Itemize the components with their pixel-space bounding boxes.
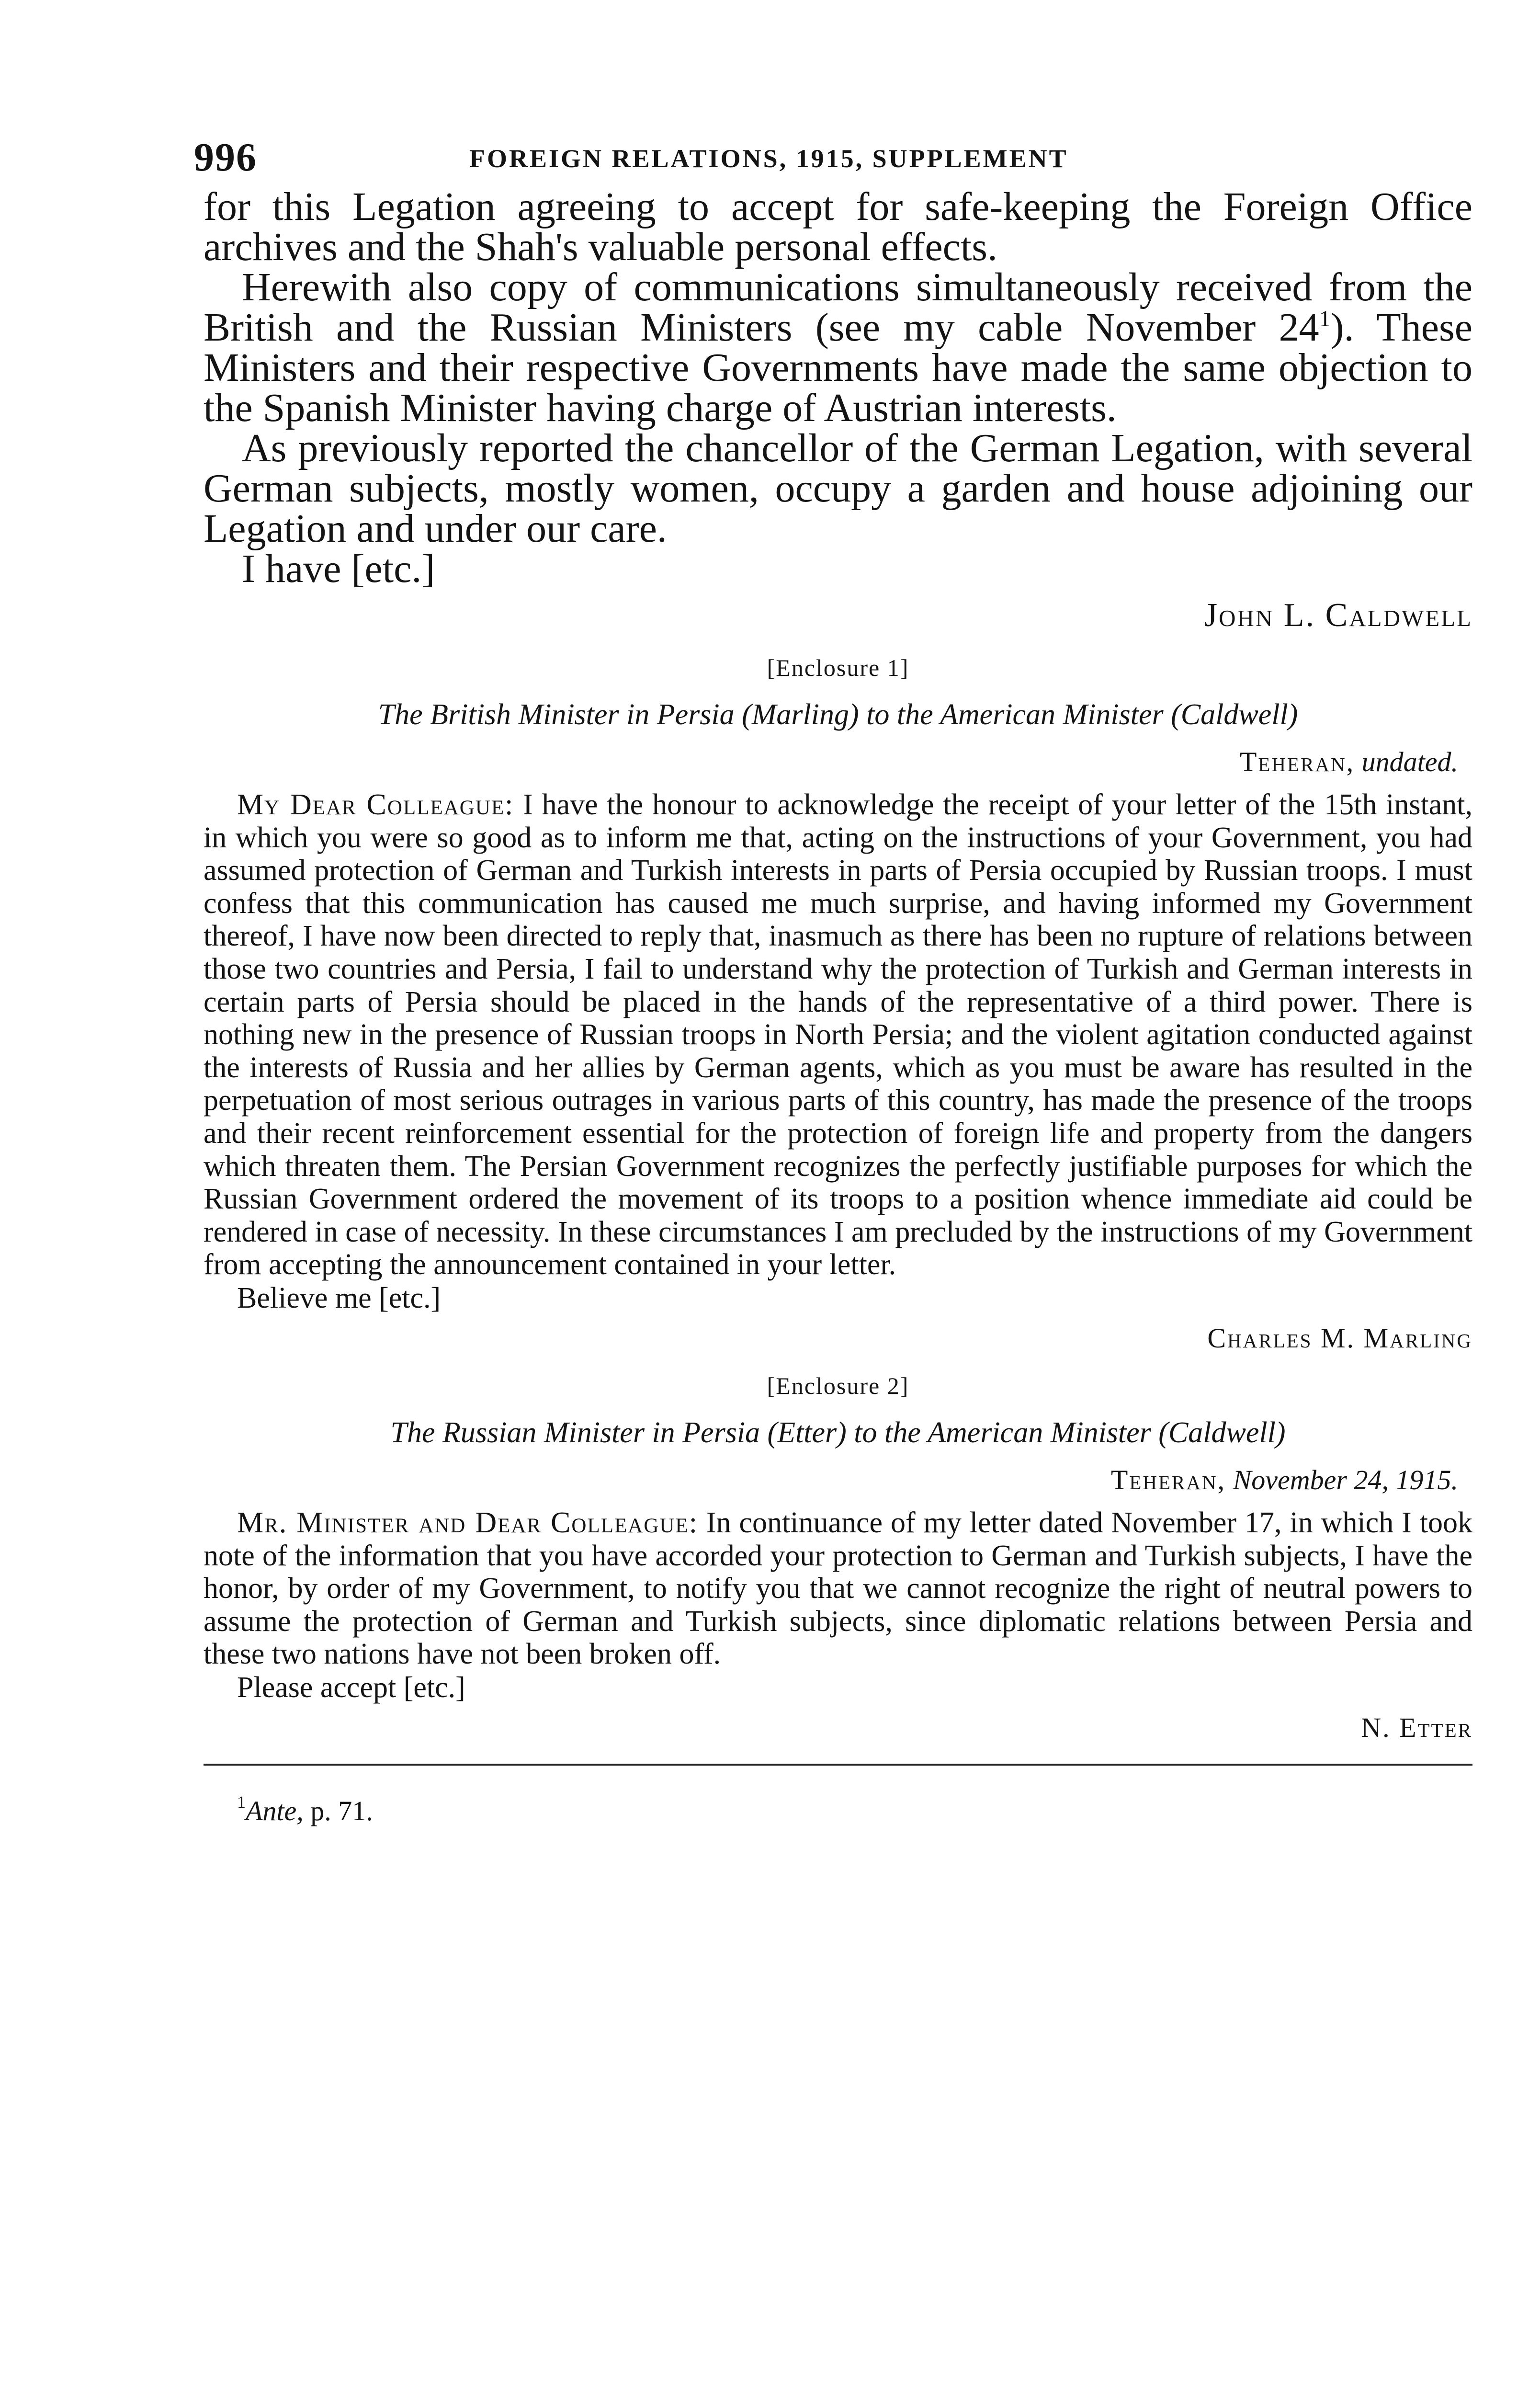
- main-closing: I have [etc.]: [242, 547, 435, 591]
- footnote-ref: p. 71.: [303, 1795, 373, 1826]
- footnote-marker: 1: [237, 1792, 246, 1812]
- enclosure-2-salutation: Mr. Minister and Dear Colleague:: [237, 1506, 698, 1539]
- enclosure-1-salutation: My Dear Colleague:: [237, 788, 514, 821]
- running-head: [194, 134, 1472, 187]
- enclosure-1-label: [Enclosure 1]: [767, 654, 909, 681]
- enclosure-1-signature: Charles M. Marling: [1207, 1322, 1472, 1354]
- enclosure-2-label: [Enclosure 2]: [767, 1372, 909, 1399]
- enclosure-2-body-text: In continuance of my letter dated November 17, in which I took note of the information that you have accorded your protection to German and Turkish subjects, I have the honor, by order of my Government, to notify you that we cannot recognize the right of neutral powers to assume the protection of German and Turkish subjects, since diplomatic relations between Persia and these two nations have not been broken off.: [204, 1506, 1473, 1671]
- enclosure-2-body: [204, 1506, 1472, 1671]
- main-signature: John L. Caldwell: [1204, 597, 1472, 634]
- footnote-divider: [204, 1764, 1472, 1766]
- main-paragraph-3: As previously reported the chancellor of the German Legation, with several German subjects, mostly women, occupy a garden and house adjoining our Legation and under our care.: [204, 426, 1472, 551]
- enclosure-2-signature: N. Etter: [1361, 1711, 1472, 1743]
- enclosure-1-letter: [204, 788, 1472, 1281]
- enclosure-2-title: The Russian Minister in Persia (Etter) to the American Minister (Caldwell): [390, 1416, 1286, 1449]
- main-paragraph-1: for this Legation agreeing to accept for safe-keeping the Foreign Office archives and the Shah's valuable personal effects.: [204, 184, 1472, 269]
- enclosure-1-body: [204, 788, 1472, 1281]
- enclosure-2-date: November 24, 1915.: [1233, 1464, 1458, 1495]
- enclosure-1-dateline: [204, 744, 1472, 780]
- page-number: 996: [194, 135, 257, 180]
- footnote-reference: 1: [1319, 306, 1331, 331]
- enclosure-2-letter: [204, 1506, 1472, 1671]
- footnote: [204, 1794, 1472, 1828]
- enclosure-1-closing: Believe me [etc.]: [237, 1281, 441, 1314]
- enclosure-2-place: Teheran,: [1110, 1464, 1226, 1495]
- main-letter: [204, 184, 1473, 591]
- enclosure-1-date: undated.: [1361, 746, 1458, 777]
- main-paragraph-2-text-a: Herewith also copy of communications simultaneously received from the British and the Russian Ministers (see my cable November 24: [204, 265, 1472, 350]
- enclosure-1-body-text: I have the honour to acknowledge the receipt of your letter of the 15th instant, in which you were so good as to inform me that, acting on the instructions of your Government, you had assumed protection of German and Turkish interests in parts of Persia occupied by Russian troops. I must confess that this communication has caused me much surprise, and having informed my Government thereof, I have now been directed to reply that, inasmuch as there has been no rupture of relations between those two countries and Persia, I fail to understand why the protection of Turkish and German interests in certain parts of Persia should be placed in the hands of the representative of a third power. There is nothing new in the presence of Russian troops in North Persia; and the violent agitation conducted against the interests of Russia and her allies by German agents, which as you must be aware has resulted in the perpetuation of most serious outrages in various parts of this country, has made the presence of the troops and their recent reinforcement essential for the protection of foreign life and property from the dangers which threaten them. The Persian Government recognizes the perfectly justifiable purposes for which the Russian Government ordered the movement of its troops to a position whence immediate aid could be rendered in case of necessity. In these circumstances I am precluded by the instructions of my Government from accepting the announcement contained in your letter.: [204, 788, 1473, 1281]
- enclosure-2-dateline: [204, 1462, 1472, 1498]
- main-paragraph-2-text-b: ). These Ministers and their respective Governments have made the same objection to the Spanish Minister having charge of Austrian interests.: [204, 305, 1473, 430]
- document-page: [194, 134, 1473, 1828]
- running-title: FOREIGN RELATIONS, 1915, SUPPLEMENT: [469, 144, 1068, 173]
- enclosure-1-title: The British Minister in Persia (Marling) to the American Minister (Caldwell): [378, 698, 1298, 731]
- enclosure-1-place: Teheran,: [1239, 746, 1355, 777]
- footnote-ante: Ante,: [246, 1795, 304, 1826]
- main-paragraph-2: [204, 267, 1472, 428]
- enclosure-2-closing: Please accept [etc.]: [237, 1671, 465, 1704]
